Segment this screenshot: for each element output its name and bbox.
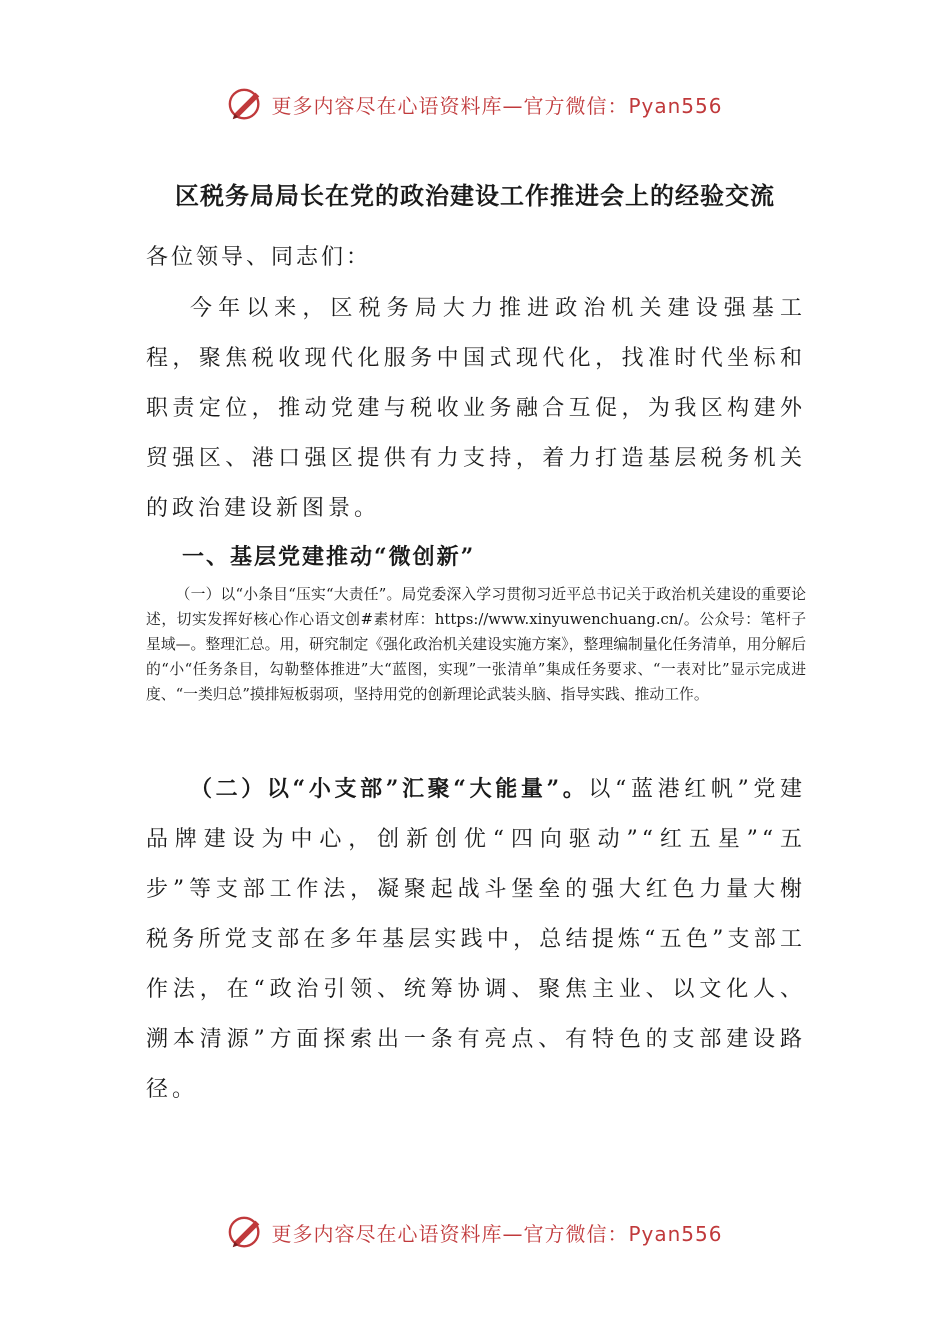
header-banner (0, 84, 950, 124)
section-heading-1: 一、基层党建推动“微创新” (182, 544, 476, 570)
paragraph-intro: 今年以来，区税务局大力推进政治机关建设强基工程，聚焦税收现代化服务中国式现代化，找准时代坐标和职责定位，推动党建与税收业务融合互促，为我区构建外贸强区、港口强区提供有力支持，着力打造基层税务机关的政治建设新图景。 (146, 296, 806, 521)
banner-text: 更多内容尽在心语资料库— (271, 93, 524, 118)
paragraph-1-2-body: 以“蓝港红帆”党建品牌建设为中心，创新创优“四向驱动”“红五星”“五步”等支部工作法，凝聚起战斗堡垒的强大红色力量大榭税务所党支部在多年基层实践中，总结提炼“五色”支部工作法，在“政治引领、统筹协调、聚焦主业、以文化人、溯本清源”方面探索出一条有亮点、有特色的支部建设路径。 (146, 777, 806, 1102)
salutation: 各位领导、同志们： (146, 245, 372, 270)
pen-logo-icon (227, 1213, 265, 1251)
banner-wechat: 官方微信：Pyan556 (523, 93, 723, 118)
pen-logo-icon (227, 85, 265, 123)
banner-wechat: 官方微信：Pyan556 (523, 1221, 723, 1246)
footer-banner (0, 1212, 950, 1252)
paragraph-1-1: （一）以“小条目“压实“大责任”。局党委深入学习贯彻习近平总书记关于政治机关建设的重要论述，切实发挥好核心作心语文创#素材库：https://www.xinyuwenchuang.cn/。公众号：笔杆子星域—。整理汇总。用，研究制定《强化政治机关建设实施方案》，整理编制量化任务清单，用分解后的“小“任务条目，勾勒整体推进”大“蓝图，实现”一张清单”集成任务要求、“一表对比”显示完成进度、“一类归总”摸排短板弱项，坚持用党的创新理论武装头脑、指导实践、推动工作。 (146, 586, 806, 703)
paragraph-1-2 (146, 764, 806, 1115)
document-title: 区税务局局长在党的政治建设工作推进会上的经验交流 (175, 181, 775, 210)
banner-text: 更多内容尽在心语资料库— (271, 1221, 524, 1246)
paragraph-1-2-subheading: （二）以“小支部”汇聚“大能量”。 (190, 776, 589, 802)
